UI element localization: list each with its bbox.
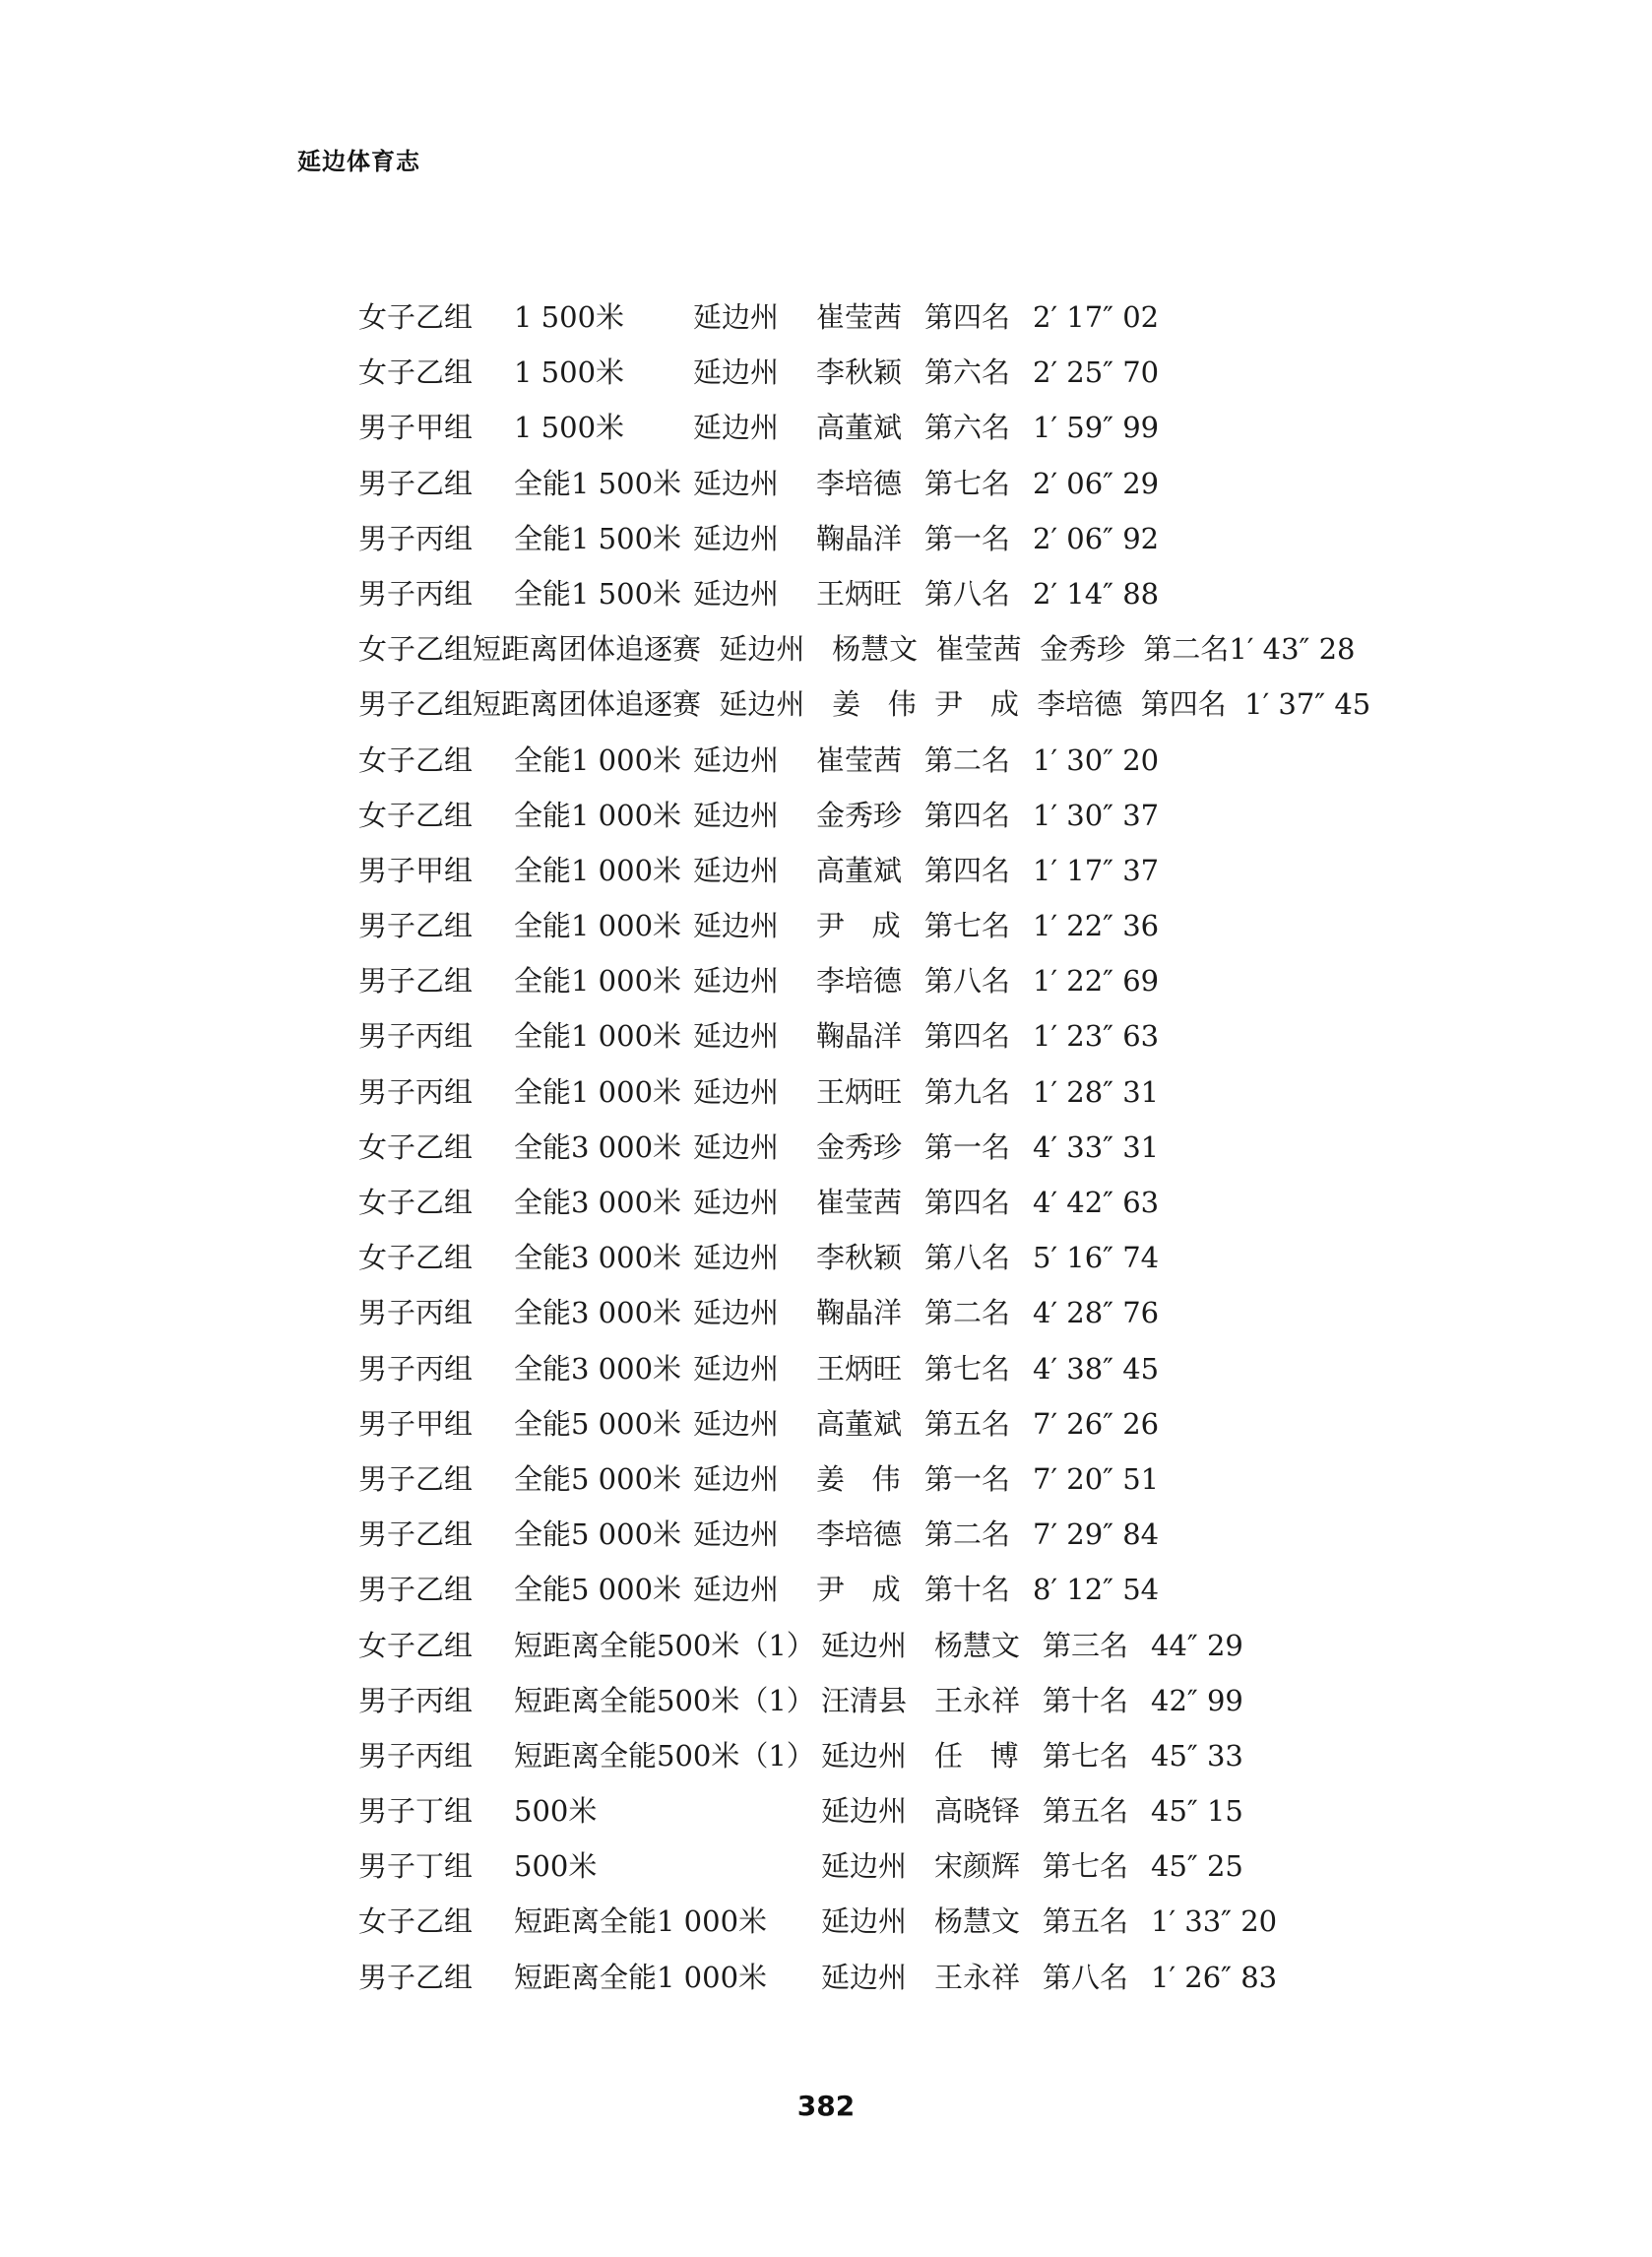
result-event: 短距离全能500米（1） bbox=[514, 1628, 815, 1662]
result-time: 45″ 25 bbox=[1151, 1849, 1243, 1884]
result-athlete: 任 博 bbox=[934, 1738, 1019, 1773]
result-unit: 延边州 bbox=[693, 1573, 780, 1607]
result-group: 男子甲组 bbox=[358, 411, 474, 445]
result-event: 短距离全能500米（1） bbox=[514, 1738, 815, 1773]
result-row bbox=[358, 1285, 1520, 1340]
result-group: 女子乙组 bbox=[358, 798, 474, 832]
result-event: 短距离全能500米（1） bbox=[514, 1683, 815, 1717]
result-athlete: 李秋颖 bbox=[816, 1241, 903, 1275]
result-time: 2′ 06″ 29 bbox=[1033, 466, 1160, 500]
result-athlete: 尹 成 bbox=[816, 1573, 901, 1607]
result-time: 2′ 25″ 70 bbox=[1033, 355, 1160, 390]
result-time: 2′ 14″ 88 bbox=[1033, 576, 1160, 611]
result-event: 1 500米 bbox=[514, 411, 625, 445]
result-place: 第七名 bbox=[1043, 1738, 1129, 1773]
result-place: 第一名 bbox=[924, 521, 1011, 555]
result-athlete: 李秋颖 bbox=[816, 355, 903, 390]
result-unit: 延边州 bbox=[693, 1241, 780, 1275]
result-place: 第七名 bbox=[924, 909, 1011, 943]
result-athlete: 王炳旺 bbox=[816, 1074, 903, 1109]
result-group: 男子丙组 bbox=[358, 1296, 474, 1330]
result-unit: 延边州 bbox=[693, 521, 780, 555]
result-time: 1′ 26″ 83 bbox=[1151, 1960, 1278, 1994]
result-group: 男子丙组 bbox=[358, 576, 474, 611]
result-place: 第八名 bbox=[924, 1241, 1011, 1275]
result-athlete: 王永祥 bbox=[934, 1683, 1021, 1717]
result-row bbox=[358, 1064, 1520, 1120]
result-place: 第十名 bbox=[924, 1573, 1011, 1607]
result-athlete: 崔莹茜 bbox=[816, 742, 903, 777]
result-event: 全能1 500米 bbox=[514, 576, 682, 611]
result-group: 男子乙组 bbox=[358, 909, 474, 943]
result-unit: 延边州 bbox=[821, 1960, 908, 1994]
results-list bbox=[358, 290, 1520, 2005]
result-event: 全能1 000米 bbox=[514, 853, 682, 887]
result-event: 全能1 000米 bbox=[514, 742, 682, 777]
result-athlete: 王永祥 bbox=[934, 1960, 1021, 1994]
result-place: 第四名 bbox=[924, 1186, 1011, 1219]
result-unit: 延边州 bbox=[821, 1628, 908, 1662]
result-row bbox=[358, 898, 1520, 953]
result-event: 全能5 000米 bbox=[514, 1573, 682, 1607]
result-group: 女子乙组 bbox=[358, 1186, 474, 1219]
result-place: 第二名 bbox=[924, 742, 1011, 777]
result-place: 第五名 bbox=[1043, 1794, 1129, 1829]
result-time: 7′ 29″ 84 bbox=[1033, 1517, 1160, 1552]
result-place: 第十名 bbox=[1043, 1683, 1129, 1717]
result-athlete: 金秀珍 bbox=[816, 1129, 903, 1164]
result-unit: 延边州 bbox=[693, 300, 780, 334]
result-athlete: 王炳旺 bbox=[816, 1351, 903, 1386]
result-group: 男子乙组 bbox=[358, 1517, 474, 1552]
result-athlete: 崔莹茜 bbox=[816, 300, 903, 334]
result-athlete: 鞠晶洋 bbox=[816, 1019, 903, 1054]
result-place: 第六名 bbox=[924, 355, 1011, 390]
result-line: 男子乙组短距离团体追逐赛 延边州 姜 伟 尹 成 李培德 第四名 1′ 37″ 45 bbox=[358, 687, 1371, 722]
result-group: 男子甲组 bbox=[358, 1406, 474, 1441]
result-place: 第五名 bbox=[924, 1406, 1011, 1441]
result-time: 7′ 26″ 26 bbox=[1033, 1406, 1160, 1441]
result-time: 1′ 17″ 37 bbox=[1033, 853, 1160, 887]
result-athlete: 尹 成 bbox=[816, 909, 901, 943]
result-unit: 延边州 bbox=[693, 355, 780, 390]
result-row bbox=[358, 456, 1520, 511]
result-place: 第六名 bbox=[924, 411, 1011, 445]
page-number: 382 bbox=[796, 2090, 856, 2122]
result-group: 男子乙组 bbox=[358, 1461, 474, 1496]
result-unit: 延边州 bbox=[693, 576, 780, 611]
result-row bbox=[358, 345, 1520, 400]
result-group: 男子丙组 bbox=[358, 1074, 474, 1109]
result-place: 第五名 bbox=[1043, 1904, 1129, 1939]
result-athlete: 姜 伟 bbox=[816, 1461, 901, 1496]
result-time: 45″ 15 bbox=[1151, 1794, 1243, 1829]
result-row bbox=[358, 511, 1520, 566]
result-unit: 延边州 bbox=[693, 1517, 780, 1552]
result-row bbox=[358, 1838, 1520, 1894]
result-athlete: 李培德 bbox=[816, 466, 903, 500]
result-group: 男子乙组 bbox=[358, 1960, 474, 1994]
result-event: 500米 bbox=[514, 1794, 598, 1829]
result-event: 全能1 500米 bbox=[514, 466, 682, 500]
result-group: 女子乙组 bbox=[358, 1241, 474, 1275]
result-row bbox=[358, 1008, 1520, 1064]
result-event: 全能1 000米 bbox=[514, 1019, 682, 1054]
result-group: 男子甲组 bbox=[358, 853, 474, 887]
result-event: 全能1 000米 bbox=[514, 798, 682, 832]
result-event: 全能3 000米 bbox=[514, 1241, 682, 1275]
result-event: 500米 bbox=[514, 1849, 598, 1884]
result-line: 女子乙组短距离团体追逐赛 延边州 杨慧文 崔莹茜 金秀珍 第二名1′ 43″ 28 bbox=[358, 632, 1356, 667]
result-time: 4′ 42″ 63 bbox=[1033, 1186, 1160, 1219]
result-place: 第四名 bbox=[924, 300, 1011, 334]
result-time: 1′ 22″ 69 bbox=[1033, 964, 1160, 999]
result-time: 8′ 12″ 54 bbox=[1033, 1573, 1160, 1607]
running-title: 延边体育志 bbox=[297, 148, 420, 175]
result-group: 男子乙组 bbox=[358, 964, 474, 999]
result-athlete: 高董斌 bbox=[816, 853, 903, 887]
result-group: 女子乙组 bbox=[358, 1904, 474, 1939]
result-unit: 延边州 bbox=[821, 1794, 908, 1829]
result-row bbox=[358, 400, 1520, 455]
result-group: 男子丙组 bbox=[358, 1019, 474, 1054]
result-athlete: 王炳旺 bbox=[816, 576, 903, 611]
result-time: 1′ 30″ 20 bbox=[1033, 742, 1160, 777]
result-athlete: 鞠晶洋 bbox=[816, 521, 903, 555]
result-group: 女子乙组 bbox=[358, 355, 474, 390]
result-row bbox=[358, 1894, 1520, 1949]
result-row bbox=[358, 1728, 1520, 1783]
result-unit: 延边州 bbox=[693, 1406, 780, 1441]
result-time: 2′ 06″ 92 bbox=[1033, 521, 1160, 555]
result-event: 短距离全能1 000米 bbox=[514, 1960, 768, 1994]
result-group: 女子乙组 bbox=[358, 1129, 474, 1164]
result-time: 7′ 20″ 51 bbox=[1033, 1461, 1160, 1496]
result-unit: 延边州 bbox=[821, 1904, 908, 1939]
result-time: 45″ 33 bbox=[1151, 1738, 1243, 1773]
result-event: 全能5 000米 bbox=[514, 1461, 682, 1496]
result-row bbox=[358, 733, 1520, 788]
result-unit: 延边州 bbox=[693, 1351, 780, 1386]
result-athlete: 崔莹茜 bbox=[816, 1186, 903, 1219]
result-unit: 延边州 bbox=[693, 1186, 780, 1219]
result-row bbox=[358, 1783, 1520, 1838]
result-place: 第四名 bbox=[924, 798, 1011, 832]
result-row bbox=[358, 1950, 1520, 2005]
result-row bbox=[358, 1618, 1520, 1673]
result-group: 女子乙组 bbox=[358, 300, 474, 334]
result-event: 全能3 000米 bbox=[514, 1129, 682, 1164]
result-row bbox=[358, 677, 1520, 732]
result-time: 1′ 30″ 37 bbox=[1033, 798, 1160, 832]
result-place: 第二名 bbox=[924, 1517, 1011, 1552]
result-group: 男子丙组 bbox=[358, 521, 474, 555]
result-athlete: 高董斌 bbox=[816, 1406, 903, 1441]
result-event: 全能5 000米 bbox=[514, 1517, 682, 1552]
result-time: 1′ 33″ 20 bbox=[1151, 1904, 1278, 1939]
result-time: 42″ 99 bbox=[1151, 1683, 1243, 1717]
result-row bbox=[358, 290, 1520, 345]
result-group: 女子乙组 bbox=[358, 742, 474, 777]
result-row bbox=[358, 1673, 1520, 1728]
result-place: 第九名 bbox=[924, 1074, 1011, 1109]
result-row bbox=[358, 1396, 1520, 1451]
result-place: 第七名 bbox=[924, 466, 1011, 500]
result-row bbox=[358, 1175, 1520, 1230]
result-athlete: 宋颜辉 bbox=[934, 1849, 1021, 1884]
result-place: 第三名 bbox=[1043, 1628, 1129, 1662]
result-time: 2′ 17″ 02 bbox=[1033, 300, 1160, 334]
result-event: 全能3 000米 bbox=[514, 1186, 682, 1219]
result-unit: 汪清县 bbox=[821, 1683, 908, 1717]
result-place: 第一名 bbox=[924, 1129, 1011, 1164]
result-place: 第四名 bbox=[924, 1019, 1011, 1054]
result-athlete: 金秀珍 bbox=[816, 798, 903, 832]
result-event: 短距离全能1 000米 bbox=[514, 1904, 768, 1939]
result-event: 全能1 500米 bbox=[514, 521, 682, 555]
result-unit: 延边州 bbox=[693, 798, 780, 832]
result-place: 第八名 bbox=[1043, 1960, 1129, 1994]
result-event: 全能5 000米 bbox=[514, 1406, 682, 1441]
result-time: 44″ 29 bbox=[1151, 1628, 1243, 1662]
result-unit: 延边州 bbox=[693, 909, 780, 943]
result-unit: 延边州 bbox=[693, 1129, 780, 1164]
result-group: 男子丁组 bbox=[358, 1849, 474, 1884]
result-event: 全能1 000米 bbox=[514, 1074, 682, 1109]
result-row bbox=[358, 1562, 1520, 1617]
result-event: 全能1 000米 bbox=[514, 964, 682, 999]
result-place: 第八名 bbox=[924, 964, 1011, 999]
result-place: 第七名 bbox=[924, 1351, 1011, 1386]
result-unit: 延边州 bbox=[821, 1738, 908, 1773]
result-event: 全能3 000米 bbox=[514, 1296, 682, 1330]
result-event: 1 500米 bbox=[514, 355, 625, 390]
result-row bbox=[358, 1120, 1520, 1175]
result-place: 第二名 bbox=[924, 1296, 1011, 1330]
result-unit: 延边州 bbox=[693, 1461, 780, 1496]
result-athlete: 高董斌 bbox=[816, 411, 903, 445]
result-time: 1′ 59″ 99 bbox=[1033, 411, 1160, 445]
result-time: 1′ 28″ 31 bbox=[1033, 1074, 1160, 1109]
result-time: 1′ 23″ 63 bbox=[1033, 1019, 1160, 1054]
result-row bbox=[358, 843, 1520, 898]
result-athlete: 鞠晶洋 bbox=[816, 1296, 903, 1330]
result-row bbox=[358, 1451, 1520, 1507]
result-time: 4′ 33″ 31 bbox=[1033, 1129, 1160, 1164]
result-group: 男子乙组 bbox=[358, 1573, 474, 1607]
result-time: 1′ 22″ 36 bbox=[1033, 909, 1160, 943]
result-row bbox=[358, 566, 1520, 621]
result-unit: 延边州 bbox=[693, 853, 780, 887]
result-unit: 延边州 bbox=[821, 1849, 908, 1884]
result-unit: 延边州 bbox=[693, 964, 780, 999]
result-unit: 延边州 bbox=[693, 411, 780, 445]
result-row bbox=[358, 1507, 1520, 1562]
result-time: 4′ 38″ 45 bbox=[1033, 1351, 1160, 1386]
result-group: 男子乙组 bbox=[358, 466, 474, 500]
result-athlete: 李培德 bbox=[816, 964, 903, 999]
result-athlete: 李培德 bbox=[816, 1517, 903, 1552]
result-event: 全能3 000米 bbox=[514, 1351, 682, 1386]
result-time: 5′ 16″ 74 bbox=[1033, 1241, 1160, 1275]
result-place: 第七名 bbox=[1043, 1849, 1129, 1884]
result-group: 女子乙组 bbox=[358, 1628, 474, 1662]
result-row bbox=[358, 1341, 1520, 1396]
result-time: 4′ 28″ 76 bbox=[1033, 1296, 1160, 1330]
result-athlete: 杨慧文 bbox=[934, 1904, 1021, 1939]
result-event: 1 500米 bbox=[514, 300, 625, 334]
result-group: 男子丙组 bbox=[358, 1683, 474, 1717]
result-place: 第八名 bbox=[924, 576, 1011, 611]
result-unit: 延边州 bbox=[693, 742, 780, 777]
result-group: 男子丙组 bbox=[358, 1351, 474, 1386]
result-event: 全能1 000米 bbox=[514, 909, 682, 943]
result-unit: 延边州 bbox=[693, 1074, 780, 1109]
result-unit: 延边州 bbox=[693, 1019, 780, 1054]
result-group: 男子丁组 bbox=[358, 1794, 474, 1829]
result-unit: 延边州 bbox=[693, 466, 780, 500]
result-place: 第四名 bbox=[924, 853, 1011, 887]
result-row bbox=[358, 621, 1520, 677]
result-row bbox=[358, 953, 1520, 1008]
result-athlete: 高晓铎 bbox=[934, 1794, 1021, 1829]
result-athlete: 杨慧文 bbox=[934, 1628, 1021, 1662]
result-place: 第一名 bbox=[924, 1461, 1011, 1496]
result-row bbox=[358, 1230, 1520, 1285]
result-group: 男子丙组 bbox=[358, 1738, 474, 1773]
result-row bbox=[358, 788, 1520, 843]
result-unit: 延边州 bbox=[693, 1296, 780, 1330]
